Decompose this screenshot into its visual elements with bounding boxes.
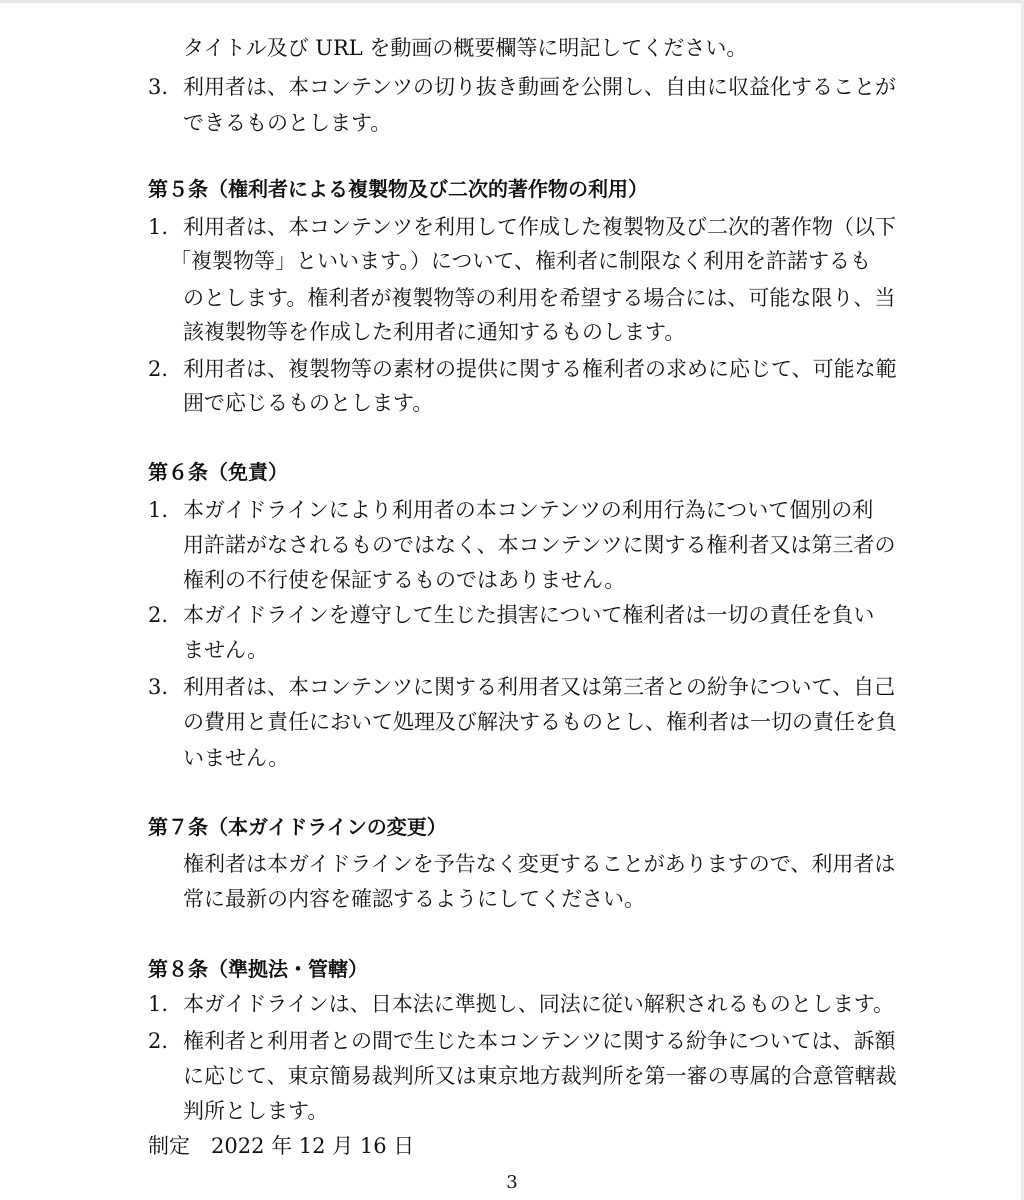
page-number: 3 (506, 1172, 518, 1193)
paragraph-line: タイトル及び URL を動画の概要欄等に明記してください。 (183, 36, 748, 60)
page-top-edge (0, 0, 1024, 3)
paragraph-line: 囲で応じるものとします。 (183, 391, 434, 415)
paragraph-line: 本ガイドラインは、日本法に準拠し、同法に従い解釈されるものとします。 (183, 992, 895, 1016)
article-5-heading: 第５条（権利者による複製物及び二次的著作物の利用） (148, 177, 648, 201)
paragraph-line: 権利者は本ガイドラインを予告なく変更することがありますので、利用者は (183, 852, 896, 876)
article-6-heading: 第６条（免責） (148, 460, 288, 484)
article-7-heading: 第７条（本ガイドラインの変更） (148, 815, 447, 839)
paragraph-line: できるものとします。 (183, 111, 392, 135)
paragraph-line: 該複製物等を作成した利用者に通知するものします。 (183, 320, 686, 344)
paragraph-line: 判所とします。 (183, 1099, 329, 1123)
list-number: 2. (148, 1029, 169, 1053)
paragraph-line: ません。 (183, 638, 269, 662)
paragraph-line: のとします。権利者が複製物等の利用を希望する場合には、可能な限り、当 (183, 286, 896, 310)
paragraph-line: 本ガイドラインにより利用者の本コンテンツの利用行為について個別の利 (183, 498, 874, 522)
paragraph-line: 利用者は、本コンテンツに関する利用者又は第三者との紛争について、自己 (183, 675, 896, 699)
paragraph-line: 権利の不行使を保証するものではありません。 (183, 568, 626, 592)
paragraph-line: 利用者は、本コンテンツを利用して作成した複製物及び二次的著作物（以下 (183, 215, 896, 239)
list-number: 1. (148, 992, 169, 1016)
list-number: 1. (148, 215, 169, 239)
paragraph-line: いません。 (183, 746, 290, 770)
enactment-date: 制定 2022 年 12 月 16 日 (148, 1134, 415, 1158)
paragraph-line: 「複製物等」といいます。）について、権利者に制限なく利用を許諾するも (170, 249, 871, 273)
paragraph-line: 利用者は、複製物等の素材の提供に関する権利者の求めに応じて、可能な範 (183, 357, 897, 381)
paragraph-line: 常に最新の内容を確認するようにしてください。 (183, 887, 645, 911)
list-number: 3. (148, 75, 169, 99)
list-number: 1. (148, 498, 169, 522)
paragraph-line: 用許諾がなされるものではなく、本コンテンツに関する権利者又は第三者の (183, 533, 896, 557)
list-number: 3. (148, 675, 169, 699)
list-number: 2. (148, 357, 169, 381)
list-number: 2. (148, 603, 169, 627)
article-8-heading: 第８条（準拠法・管轄） (148, 957, 368, 981)
paragraph-line: 権利者と利用者との間で生じた本コンテンツに関する紛争については、訴額 (183, 1029, 896, 1053)
paragraph-line: 利用者は、本コンテンツの切り抜き動画を公開し、自由に収益化することが (183, 75, 896, 99)
paragraph-line: 本ガイドラインを遵守して生じた損害について権利者は一切の責任を負い (183, 603, 875, 627)
paragraph-line: の費用と責任において処理及び解決するものとし、権利者は一切の責任を負 (183, 710, 897, 734)
paragraph-line: に応じて、東京簡易裁判所又は東京地方裁判所を第一審の専属的合意管轄裁 (183, 1064, 897, 1088)
